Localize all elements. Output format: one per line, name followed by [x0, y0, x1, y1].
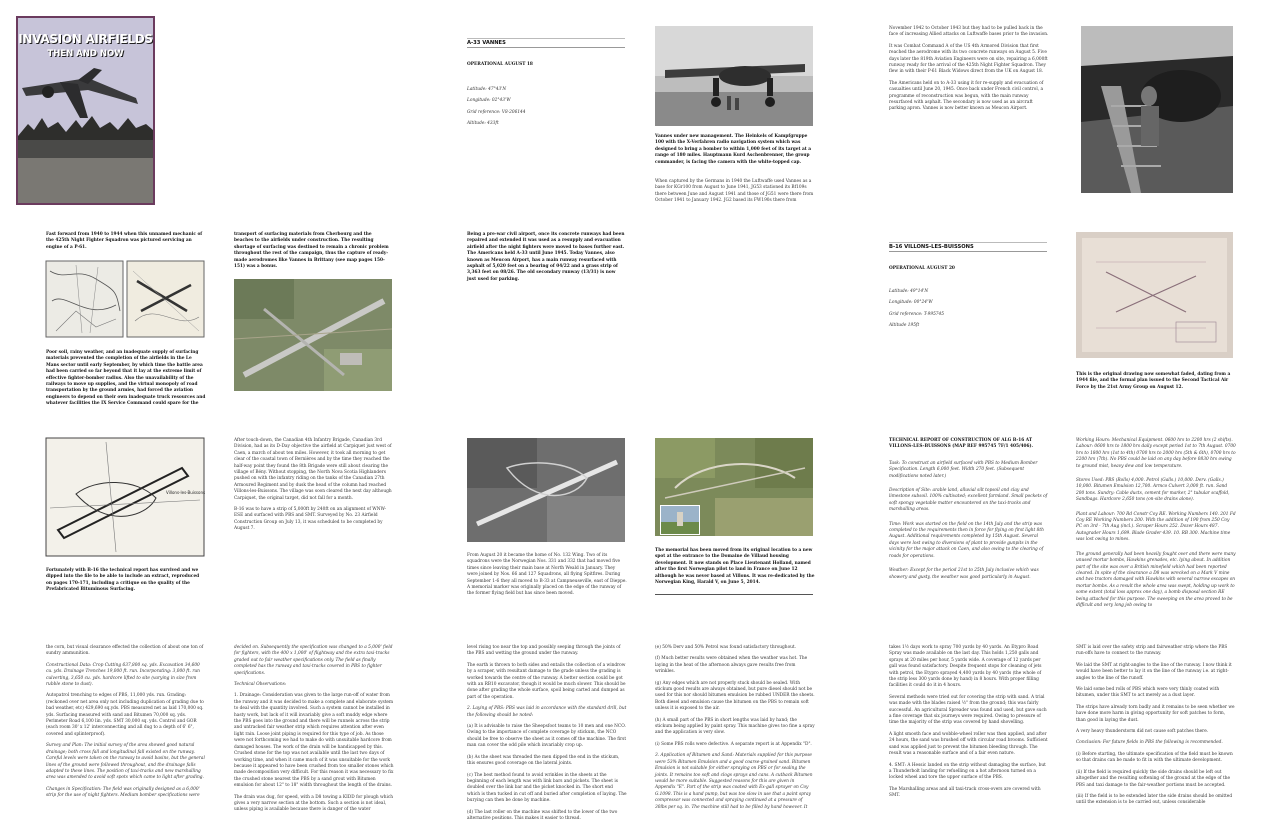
paragraph: Weather: Except for the period 21st to 25th July inclusive which was showery and gusty, the weather was good particularly in August.	[889, 568, 1039, 580]
altitude-villons: Altitude 195ft	[889, 323, 920, 329]
paragraph: The strips have already torn badly and it remains to be seen whether we have done more harm in giving opportunity for soft patches to form, than good in laying the dust.	[1076, 704, 1235, 723]
latitude-vannes: Latitude: 47°43'N	[467, 86, 507, 92]
plan-drawing	[46, 438, 204, 556]
villons-heading-block	[889, 242, 1047, 332]
caption-technical-report: Fortunately with B-16 the technical report has survived and we dipped into the file to be able to include an extract, reproduced on pages 170-171, including a critique on the quality of the Prefabricated Bituminous Surfacing.	[46, 568, 200, 593]
paragraph: The drain was dug, for speed, with a D8 towing a KIDD for plough which gives a very narrow section at the bottom. Such a section is not ideal, unless piping is available because there is danger of the water	[234, 794, 394, 813]
paragraph: The ground generally had been heavily fought over and there were many unused mortar bombs, Hawkins grenades, etc. lying about. In addition part of the site was over a British minefield which had been reported cleared. In spite of the clearance a D8 was wrecked on a Mark V mine and two tractors damaged with Hawkins with several narrow escapes on mortar bombs. As a result the whole area was swept, holding up work to some extent (total loss approx one day), a bomb disposal section RE being attached for this purpose. The sweeping on the area proved to be difficult and very long job owing to	[1076, 551, 1236, 608]
memorial-inset-photo	[660, 505, 700, 535]
paragraph: It was Combat Command A of the US 4th Armored Division that first reached the aerodrome with its two concrete runways on August 5. Five days later the 819th Aviation Engineers were on site, repairing a 6,000ft runway ready for the arrival of the 425th Night Fighter Squadron. They flew in with their P-61 Black Widows direct from the UK on August 18.	[889, 43, 1048, 75]
text-page-b4	[655, 645, 815, 820]
text-from-august: From August 20 it became the home of No. 132 Wing. Two of its squadrons were the Norwegian Nos. 331 and 332 that had moved five times since leaving their main base at North Weald in January. They were joined by Nos. 66 and 127 Squadrons, all flying Spitfires. During September 1-6 they all moved to B-33 at Campneuseville, east of Dieppe. A memorial marker was originally placed on the edge of the runway of the former flying field but has since been moved.	[467, 553, 627, 597]
working-hours-block	[1076, 438, 1236, 610]
paragraph: Changes in Specification: The field was originally designed as a 6,000' strip for the use of night fighters. Medium bomber specifications were	[46, 786, 200, 799]
cover-title: INVASION AIRFIELDS	[18, 32, 153, 46]
latitude-villons: Latitude: 49°14'N	[889, 288, 929, 294]
technical-report-heading: TECHNICAL REPORT OF CONSTRUCTION OF ALG B-16 AT VILLONS-LES-BUISSONS (MAP REF 995745 7F/1 405/406).	[889, 438, 1034, 450]
paragraph: Autopatrol trenching to edges of PBS, 11,000 yds. run. Grading: (reckoned over net area only not including duplication of grading due to bad weather, etc) 429,690 sq.yds. PBS measured net as laid 170,000 sq. yds. Surfacing measured with sand and Bitumen 70,000 sq. yds. Perimeter Road 6,100 lin. yds. SMT 30,000 sq. yds. Control and GOR (each room 30' x 12' interconnecting and all dug to a depth of 6' 6", covered and splinterproof).	[46, 693, 204, 737]
original-drawing-photo	[1076, 232, 1233, 358]
airfield-heading-vannes: A-33 VANNES	[467, 38, 625, 48]
vannes-aerial-photo	[234, 279, 392, 391]
paragraph: Time: Work was started on the field on the 14th July and the strip was completed to the requirements then in force for flying on first light 8th August. Additional requirements completed by 15th August. Several days were lost owing to diversions of plant to provide gunpits in the vicinity for the major attack on Caen, and also owing to the clearing of roads for operations.	[889, 521, 1044, 559]
plan-label: Villons-les-Buissons	[166, 490, 206, 495]
map-thumbnail-right	[127, 261, 204, 337]
caption-drawing: This is the original drawing now somewhat faded, dating from a 1944 file, and the formal plan issued to the Second Tactical Air Force by the 21st Army Group on August 12.	[1076, 372, 1231, 390]
paragraph: Plant and Labour: 700 Rd Constr Coy RE. Working Numbers 140. 201 Fd Coy RE Working Numbers 200. With the addition of 190 from 250 Coy PC on 3rd - 7th Aug (incl.). Scraper Hours 252. Dozer Hours 487. Autograder Hours 1,699. Blade Grader 439. 10. RB 300. Machine time was lost owing to mines.	[1076, 511, 1236, 543]
paragraph: Conclusion: For future fields in PBS the following is recommended.	[1076, 740, 1223, 746]
caption-heinkels: Vannes under new management. The Heinkels of Kampfgruppe 100 with the X-Verfahren radio navigation system which was designed to bring a bomber to within 1,000 feet of its target at a range of 180 miles. Hauptmann Kurd Aschenbrenner, the group commander, is facing the camera with the white-topped cap.	[655, 134, 812, 165]
paragraph: (ii) If the field is required quickly the side drains should be left out altogether and the resulting softening of the ground at the edge of the PBS and taxi damage to the fair-weather portions must be accepted.	[1076, 769, 1231, 788]
paragraph: (d) The last roller on the machine was shifted to the lower of the two alternative positions. This makes it easier to thread.	[467, 809, 618, 821]
mechanic-photo	[1081, 26, 1233, 193]
paragraph: November 1942 to October 1943 but they had to be pulled back in the face of increasing Allied attacks on Luftwaffe bases prior to the invasion.	[889, 26, 1049, 38]
text-after-touchdown	[234, 438, 392, 538]
vannes-heading-block	[467, 38, 625, 128]
paragraph: B-16 was to have a strip of 5,000ft by 240ft on an alignment of WNW-ESE and surfaced with PBS and SMT. Surveyed by No. 23 Airfield Construction Group on July 13, it was scheduled to be completed by August 7.	[234, 507, 387, 532]
text-vannes-history	[889, 26, 1049, 144]
paragraph: Survey and Plan: The initial survey of the area showed good natural drainage; both cross fall and longitudinal fall existed on the runway. Careful levels were taken on the runway to avoid basins, but the general lines of the ground were followed throughout, and the drainage falls adapted to these lines. The position of taxi-tracks and new marshalling area was amended to avoid soft spots which came to light after grading.	[46, 743, 205, 781]
paragraph: takes 1½ days work to spray 700 yards by 40 yards. An Etypro Road Spray was made available on the last day. This holds 1,250 galls and sprays at 20 miles per hour, 5 yards wide. A coverage of 12 yards per gall was found satisfactory. Despite frequent stops for cleaning of jets with petrol, the Etypro sprayed 4,400 yards by 40 yards (the whole of the strip less 300 yards done by hand) in 8 hours. With proper filling facilities it could do it in 4 hours.	[889, 645, 1042, 689]
paragraph: Description of Site: arable land, alluvial silt topsoil and clay and limestone subsoil. 100% cultivated; excellent farmland. Small pockets of soft spongy vegetable matter encountered on the taxi-tracks and marshalling areas.	[889, 488, 1048, 513]
paragraph: 1. Drainage: Consideration was given to the large run-off of water from the runway and it was decided to make a complete and elaborate system to deal with the quantity involved. Such a system cannot be installed in hasty work, but lack of it will invariably give a soft muddy edge where the PBS goes into the ground and there will be runnels across the strip and untracked fair weather strip which requires attention after even light rain. Loose joint piping is required for this type of job. As those were not forthcoming we had to make do with unsuitable hardcore from damaged houses. The work of the drain will be handicapped by this. Crushed stone for the top was not available until the last two days of working time, and when it came much of it was unsuitable for the work because it appeared to have been crushed from too smaller stones which made decomposition very difficult. For this reason it was necessary to fix the crushed stone nearest the PBS by a sand grout with Bitumen emulsion for about 12" to 18" width throughout the length of the drains.	[234, 693, 394, 789]
text-page-b6	[1076, 645, 1236, 820]
paragraph: The earth is thrown to both sides and entails the collection of a windrow by a scraper, with resultant damage to the grade unless the grading is worked towards the centre of the runway. A better section could be got with an RB10 excavator, though it would be much slower. This should be done after grading the whole surface, spoil being carted and dumped as part of the operation.	[467, 662, 626, 700]
longitude-villons: Longitude: 00°24'W	[889, 300, 933, 306]
longitude-vannes: Longitude: 02°43'W	[467, 98, 511, 104]
paragraph: We laid some bed rolls of PBS which were very thinly coated with bitumen, under this SMT to act merely as a dust layer.	[1076, 687, 1220, 699]
altitude-vannes: Altitude: 433ft	[467, 121, 499, 127]
paragraph: the corn, but visual clearance effected the collection of about one ton of sundry ammunition.	[46, 645, 204, 657]
paragraph: Technical Observations:	[234, 682, 287, 688]
heinkel-photo	[655, 26, 813, 126]
section-divider	[655, 594, 813, 595]
paragraph: (i) Some PBS rolls were defective. A separate report is at Appendix "D".	[655, 741, 812, 747]
grid-reference-vannes: Grid reference: V8-206144	[467, 109, 526, 115]
paragraph: (c) The best method found to avoid wrinkles in the sheets at the beginning of each length was with link bars and pickets. The sheet is doubled over the link bar and the picket knocked in. The short end which is then tucked in cut off and buried after completion of laying. The burying can then be done by machine.	[467, 772, 627, 804]
paragraph: (iii) If the field is to be extended later the side drains should be omitted until the extension is to be carried out, unless considerable	[1076, 793, 1233, 806]
text-page-b2	[234, 645, 394, 820]
paragraph: (h) A small part of the PBS in short lengths was laid by hand; the stickum being applied by paint spray. This machine gives too fine a spray and the application is very slow.	[655, 717, 815, 736]
caption-mechanic: Fast forward from 1940 to 1944 when this unnamed mechanic of the 425th Night Fighter Squadron was pictured servicing an engine of a P-61.	[46, 232, 203, 250]
paragraph: Several methods were tried out for covering the strip with sand. A trial was made with the blades raised ½" from the ground; this was fairly successful. An agricultural Spreader was found and used, but gave such a fine coverage that six journeys were required. Owing to pressure of time the majority of the strip was covered by hand shovelling.	[889, 694, 1047, 726]
paragraph: A light smooth face and wobble-wheel roller was then applied, and after 24 hours, the sand was brushed off with circular road brooms. Sufficient sand was applied just to prevent the bitumen bleeding through. The result was a reasonable surface and of a fair even nature.	[889, 731, 1048, 757]
operational-date-vannes: OPERATIONAL AUGUST 18	[467, 62, 533, 68]
aerial-bw-photo	[467, 438, 625, 542]
airfield-heading-villons: B-16 VILLONS-LES-BUISSONS	[889, 242, 1047, 252]
paragraph: The Marshalling areas and all taxi-track cross-overs are covered with SMT.	[889, 786, 1041, 799]
book-cover	[16, 16, 155, 205]
text-transport: transport of surfacing materials from Cherbourg and the beaches to the airfields under construction. The resulting shortage of surfacing was destined to remain a chronic problem throughout the rest of the campaign, thus the capture of ready-made aerodromes like Vannes in Brittany (see map pages 150-151) was a bonus.	[234, 232, 389, 270]
paragraph: After touch-down, the Canadian 4th Infantry Brigade, Canadian 3rd Division, had as its D-Day objective the airfield at Carpiquet just west of Caen, a march of about ten miles. However, it took all morning to get clear of the coastal town of Bernières and by the time they reached the half-way point they found the 8th Brigade were still about clearing the village of Bény. Without stopping, the North Nova Scotia Highlanders pushed on with the infantry riding on the tanks of the Canadian 27th Armoured Regiment and by dusk the head of the column had reached Villons-les-Buissons. The village was soon cleared the next day although Carpiquet, the original target, did not fall for a month.	[234, 438, 392, 501]
paragraph: (b) As the sheet was threaded the men dipped the end in the stickum, this ensures good coverage on the lateral joints.	[467, 754, 620, 767]
paragraph: decided on. Subsequently the specification was changed to a 5,000' field for fighters, with the 400 x 1,000' of flightway and the extra taxi-tracks graded out to fair weather specifications only. The field as finally completed has the runway and taxi-tracks covered in PBS to fighter specifications.	[234, 645, 393, 676]
paragraph: Task: To construct an airfield surfaced with PBS to Medium Bomber Specification. Length 6,000 feet. Width 270 feet. (Subsequent modifications noted later.)	[889, 460, 1038, 479]
paragraph: Constructional Data: Crop Cutting 637,800 sq. yds. Excavation 34,600 cu. yds. Drainage Trenches 19,000 ft. run. Incorporating: 3,000 ft. run culverting, 3,650 cu. yds. hardcore lifted to site (varying in size from rubble stone to dust).	[46, 662, 200, 688]
paragraph: The Americans held on to A-33 using it for re-supply and evacuation of casualties until June 20, 1945. Once back under French civil control, a programme of reconstruction was begun, with the main runway resurfaced with asphalt. The secondary is now used as an aircraft parking apron. Vannes is now better known as Meucon Airport.	[889, 80, 1044, 112]
text-vannes-captured: When captured by the Germans in 1940 the Luftwaffe used Vannes as a base for KGr100 from August to June 1941, JG53 stationed its Bf109s there between June and August 1941 and those of JG51 were there from October 1941 to January 1942. JG2 based its FW190s there from	[655, 179, 814, 204]
text-page-b1	[46, 645, 206, 820]
operational-date-villons: OPERATIONAL AUGUST 20	[889, 266, 955, 272]
paragraph: We laid the SMT at right-angles to the line of the runway. I now think it would have been better to lay it on the line of the runway i.e. at right-angles to the line of the runoff.	[1076, 662, 1232, 681]
paragraph: Stores Used: PBS (Rolls) 4,000. Petrol (Galls.) 10,000. Derv. (Galls.) 10,000. Bitumen Emulsion 12,700. Armco Culvert 3,000 ft. run. Sand 200 tons. Sundry: Cable ducts, cement for marker, 2" tubular scaffold, Sandbags. Hardcore 2,650 tons (on-site drains alone).	[1076, 478, 1230, 503]
cover-subtitle: THEN AND NOW	[47, 49, 124, 59]
paragraph: Working Hours: Mechanical Equipment. 0600 hrs to 2200 hrs (2 shifts). Labour: 0600 hrs to 1800 hrs daily except period 1st to 7th August. 0700 hrs to 1800 hrs (1st to 4th) 0700 hrs to 2000 hrs (5th & 6th), 0700 hrs to 2200 hrs (7th). No PBS could be laid on any day before 0830 hrs owing to ground mist, heavy dew and low temperature.	[1076, 438, 1236, 469]
paragraph: (e) 50% Derv and 50% Petrol was found satisfactory throughout.	[655, 645, 797, 650]
paragraph: 4. SMT: A Hessic landed on the strip without damaging the surface, but a Thunderbolt landing for refuelling on a hot afternoon turned on a locked wheel and tore the upper surface of the PBS.	[889, 762, 1046, 781]
text-page-b5	[889, 645, 1049, 820]
paragraph: (g) Any edges which are not properly stuck should be sealed. With stickum good results are always obtained, but pure diesel should not be used for this nor should bitumen emulsion be rubbed UNDER the sheets. Both diesel and emulsion cause the bitumen on the PBS to remain soft unless it is exposed to the air.	[655, 680, 815, 712]
paragraph: 3. Application of Bitumen and Sand: Materials supplied for this purpose were 53% Bitumen Emulsion and a good coarse-grained sand. Bitumen Emulsion is not suitable for either spraying on PBS or for sealing the joints. It remains too soft and clogs sprays and cans. A cutback Bitumen would be more suitable. Suggested reasons for this are given in Appendix "E". Part of the strip was coated with Ex-gall sprayer on Coy G.1098. This is a hand pump, but was too slow in use that a paint spray compressor was connected and spraying continued at a pressure of 30lbs per sq. in. The machine still had to be filled by hand however. It	[655, 753, 813, 810]
paragraph: 2. Laying of PBS: PBS was laid in accordance with the standard drill, but the following should be noted:	[467, 706, 627, 718]
technical-report-block	[889, 438, 1049, 598]
caption-memorial: The memorial has been moved from its original location to a new spot at the entrance to the Domaine de Villaud housing development. It now stands on Place Lieutenant Holland, named after the first Norwegian pilot to land in France on June 12 although he was never based at Villons. It was re-dedicated by the Norwegian King, Harald V, on June 5, 2014.	[655, 548, 815, 586]
paragraph: (f) Much better results were obtained when the weather was hot. The laying in the heat of the afternoon always gave results free from wrinkles.	[655, 656, 808, 675]
paragraph: A very heavy thunderstorm did not cause soft patches there.	[1076, 729, 1209, 735]
grid-reference-villons: Grid reference: T-995745	[889, 311, 945, 317]
paragraph: SMT is laid over the safety strip and fairweather strip where the PBS run-offs have to connect to the runway.	[1076, 645, 1228, 657]
paragraph: (a) It is advisable to raise the Sheepsfoot teams to 10 men and one NCO. Owing to the importance of complete coverage by stickum, the NCO should be free to observe the sheet as it comes off the machine. The first man can cover the odd pile which invariably crop up.	[467, 724, 627, 749]
text-poor-soil: Poor soil, rainy weather, and an inadequate supply of surfacing materials prevented the completion of the airfields in the Le Mans sector until early September, by which time the battle area had been carried so far beyond that it lay at the extreme limit of effective fighter-bomber radius. Also the unavailability of the railways to move up supplies, and the virtual monopoly of road transportation by the ground armies, had forced the aviation engineers to depend on their own inadequate truck resources and whatever facilities the IX Service Command could spare for the	[46, 350, 206, 407]
map-thumbnail-left	[46, 261, 123, 337]
paragraph: (i) Before starting, the ultimate specification of the field must be known so that drains can be made to fit in with the ultimate development.	[1076, 751, 1233, 764]
text-page-b3	[467, 645, 627, 820]
text-prewar-airport: Being a pre-war civil airport, once its concrete runways had been repaired and extended it was used as a resupply and evacuation airfield after the night fighters were moved to bases further east. The Americans held A-33 until June 1945. Today Vannes, also known as Meucon Airport, has a main runway resurfaced with asphalt of 5,020 feet on a bearing of 04/22 and a grass strip of 3,363 feet on 08/26. The old secondary runway (13/31) is now just used for parking.	[467, 232, 625, 282]
paragraph: level rising too near the top and possibly seeping through the joints of the PBS and wetting the ground under the runway.	[467, 645, 621, 657]
